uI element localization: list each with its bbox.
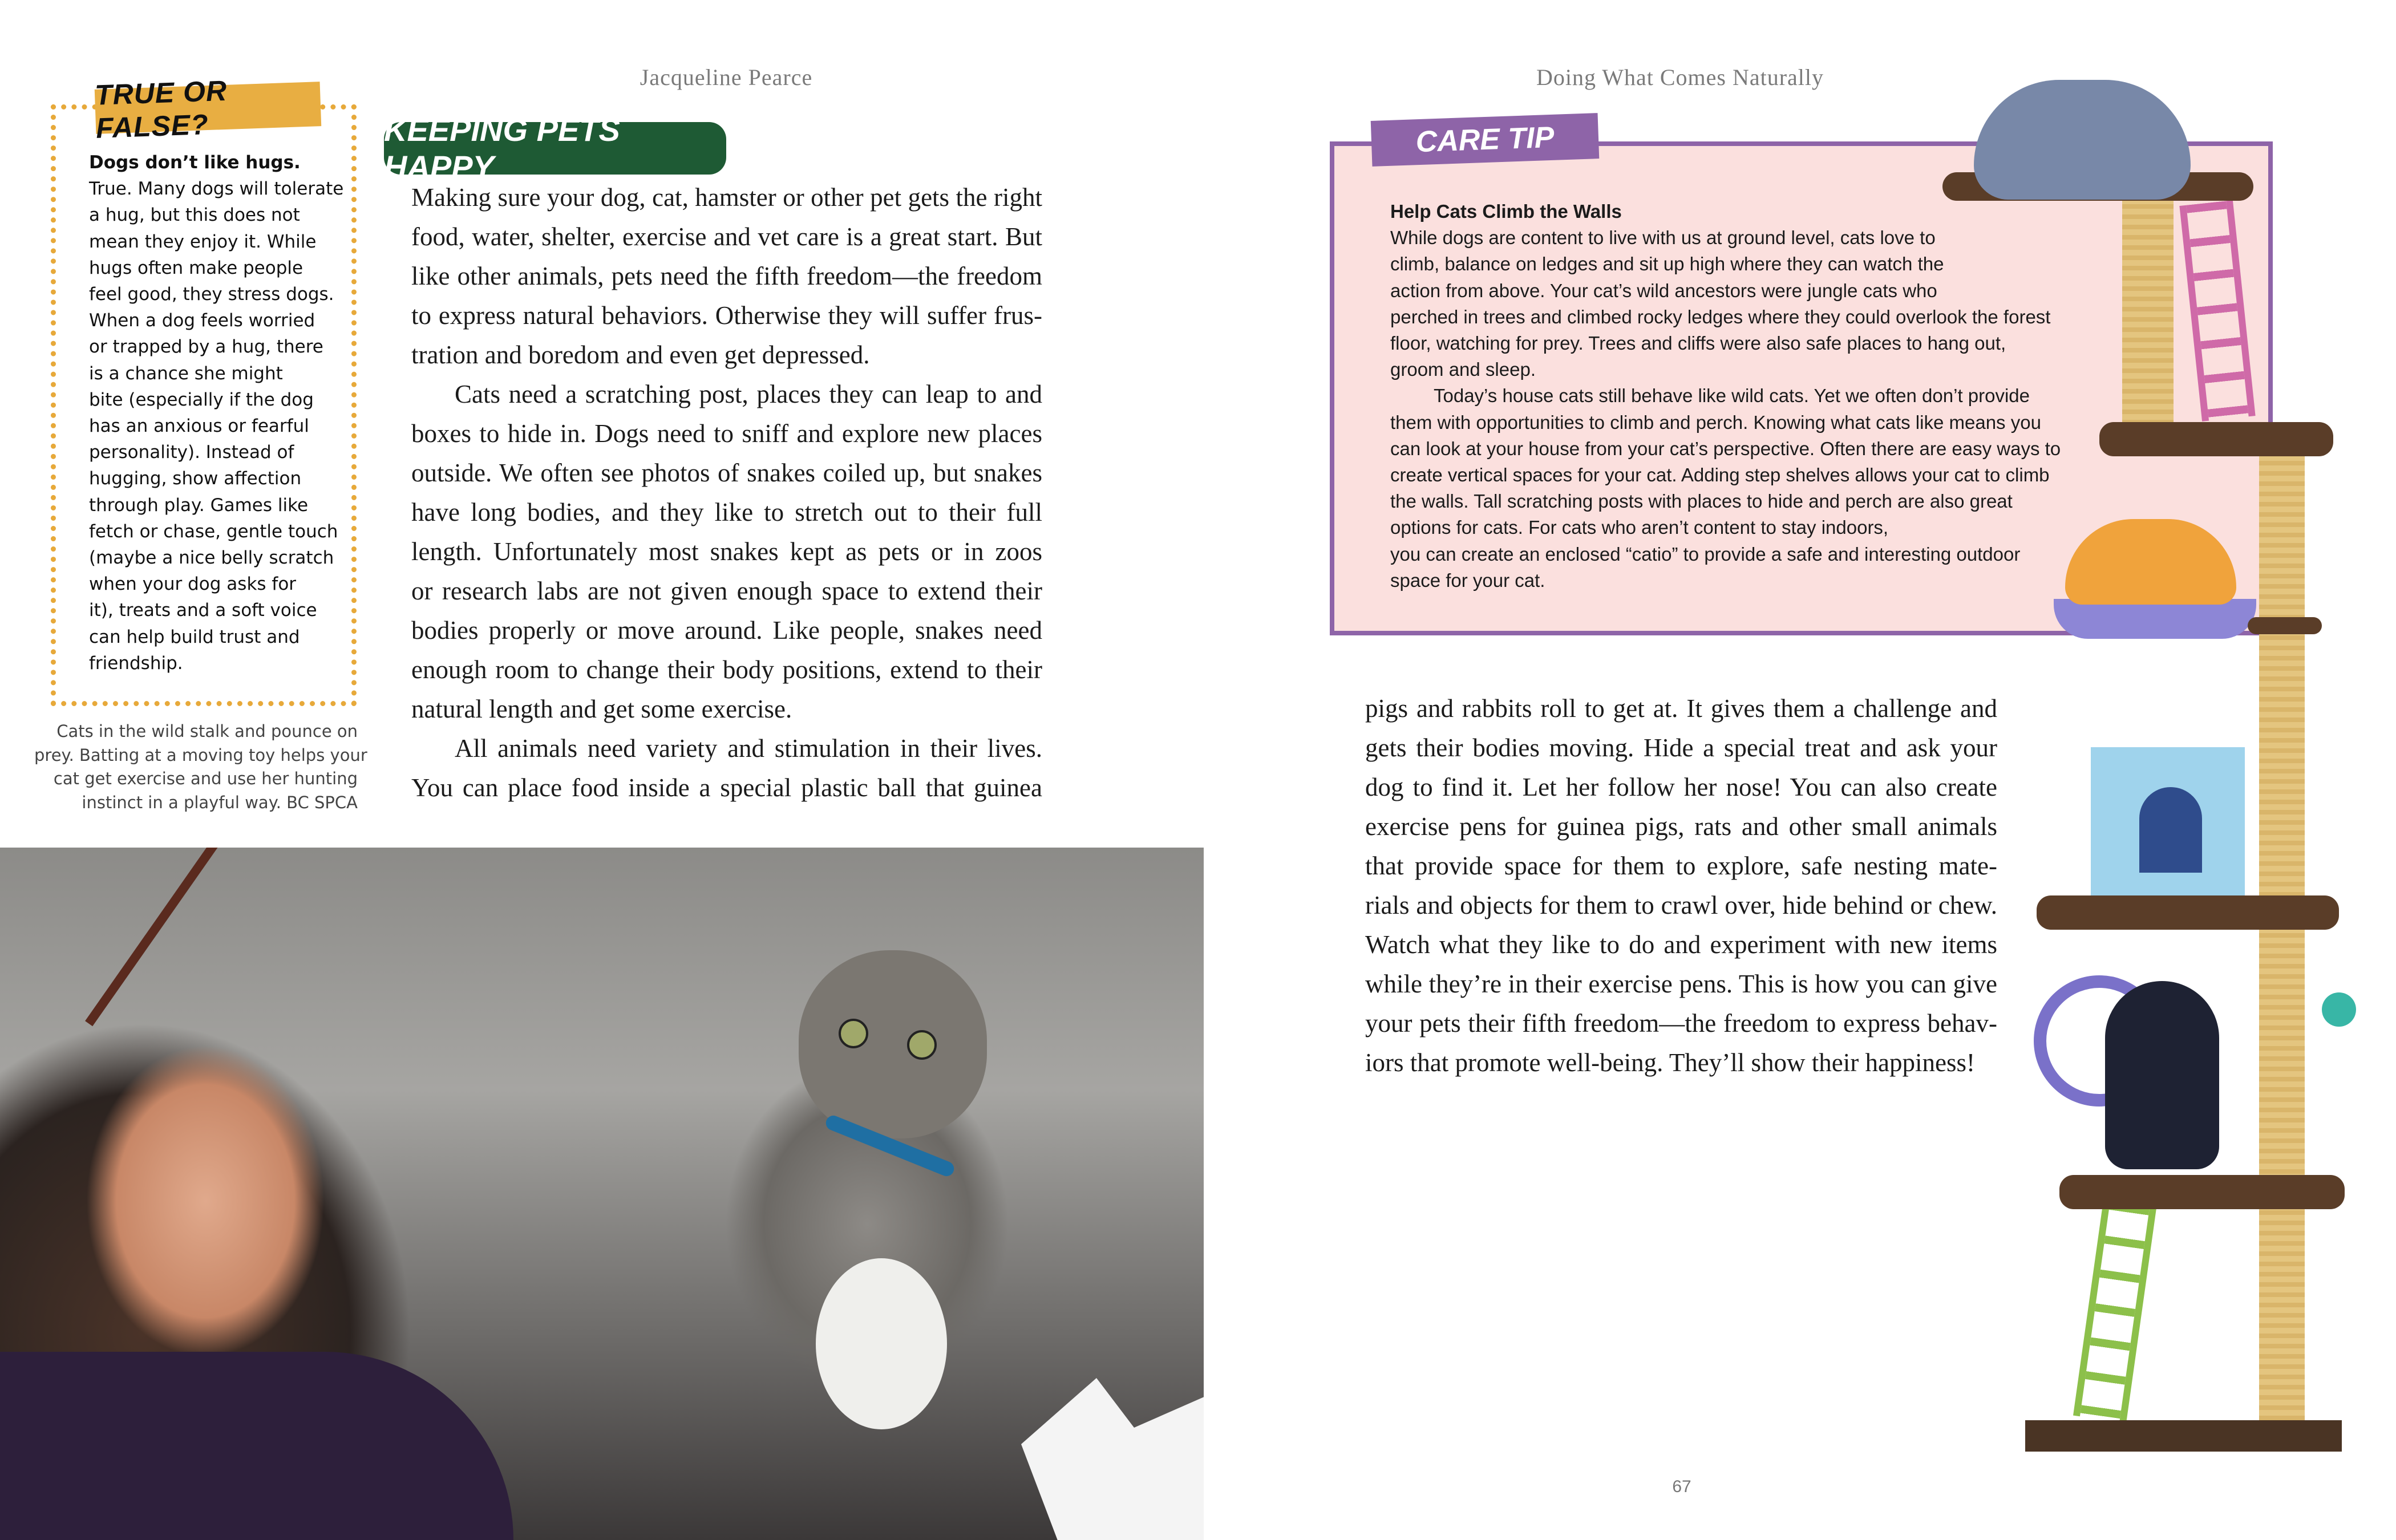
sidebar-text-line: a hug, but this does not (89, 205, 300, 226)
true-or-false-text (89, 149, 344, 676)
body-text-line: dog to find it. Let her follow her nose! You can also create (1365, 773, 1997, 801)
true-or-false-title: TRUE OR FALSE? (94, 74, 228, 144)
true-or-false-tag (94, 74, 321, 144)
cat-tree-base (2025, 1420, 2342, 1452)
body-text-line: enough room to change their body positions, extend to their (411, 655, 1042, 684)
care-tip-line: create vertical spaces for your cat. Adding step shelves allows your cat to climb (1390, 464, 2050, 486)
scratching-post (2122, 188, 2174, 428)
care-tip-line: action from above. Your cat’s wild ancestors were jungle cats who (1390, 279, 1937, 301)
body-text-line: tration and boredom and even get depressed. (411, 341, 870, 369)
body-text-line: like other animals, pets need the fifth freedom—the freedom (411, 262, 1042, 290)
photo-caption (34, 720, 367, 814)
caption-line: prey. Batting at a moving toy helps your (34, 745, 367, 765)
section-title: KEEPING PETS HAPPY (384, 112, 620, 185)
cat-hideaway-box (2091, 747, 2245, 895)
cat-tree-shelf (2037, 895, 2339, 930)
caption-line: instinct in a playful way. BC SPCA (82, 792, 358, 812)
sidebar-text-line: or trapped by a hug, there (89, 337, 323, 358)
sidebar-text-line: True. Many dogs will tolerate (89, 179, 344, 200)
girl-sweater (0, 1352, 513, 1540)
care-tip-line: can look at your house from your cat’s perspective. Often there are easy ways to (1390, 437, 2061, 459)
sidebar-text-line: fetch or chase, gentle touch (89, 521, 338, 542)
cat-eye (839, 1019, 868, 1048)
cat-tree-shelf (2248, 617, 2322, 634)
page-number: 67 (1672, 1477, 1691, 1496)
care-tip-line: options for cats. For cats who aren’t content to stay indoors, (1390, 517, 1889, 538)
hideaway-opening (2139, 787, 2202, 873)
body-text-line: All animals need variety and stimulation in their lives. (455, 734, 1042, 763)
cat-head (799, 950, 987, 1138)
care-tip-line: perched in trees and climbed rocky ledges where they could overlook the forest (1390, 306, 2051, 327)
sidebar-text-line: friendship. (89, 653, 183, 674)
care-tip-tag (1371, 113, 1600, 167)
sidebar-text-line: bite (especially if the dog (89, 389, 314, 410)
cat-eye (907, 1030, 937, 1060)
care-tip-text (1390, 198, 2075, 594)
body-text-line: natural length and get some exercise. (411, 695, 792, 723)
body-text-line: bodies properly or move around. Like people, snakes need (411, 616, 1042, 645)
caption-line: cat get exercise and use her hunting (53, 769, 358, 788)
body-text-line: while they’re in their exercise pens. This is how you can give (1365, 970, 1997, 998)
body-text-line: have long bodies, and they like to stretch out to their full (411, 498, 1042, 526)
running-head-author: Jacqueline Pearce (640, 64, 813, 90)
cat-chest (816, 1258, 947, 1429)
cat-toy-wand (85, 848, 230, 1026)
body-text-line: or research labs are not given enough space to extend their (411, 577, 1042, 605)
sidebar-text-line: hugging, show affection (89, 468, 302, 489)
cat-bed (2054, 599, 2256, 639)
sidebar-text-line: hugs often make people (89, 257, 303, 278)
body-text-line: Watch what they like to do and experiment with new items (1365, 930, 1997, 959)
body-text-line: outside. We often see photos of snakes coiled up, but snakes (411, 459, 1042, 487)
main-body-text (411, 178, 1042, 808)
sidebar-text-line: (maybe a nice belly scratch (89, 548, 334, 569)
yarn-ball (2322, 992, 2356, 1027)
body-text-line: iors that promote well-being. They’ll show their happiness! (1365, 1048, 1975, 1077)
care-tip-line: the walls. Tall scratching posts with places to hide and perch are also great (1390, 491, 2013, 512)
right-body-text (1365, 689, 1997, 1083)
sidebar-text-line: personality). Instead of (89, 442, 294, 463)
sidebar-text-line: can help build trust and (89, 626, 300, 647)
sidebar-text-line: has an anxious or fearful (89, 416, 309, 437)
green-ladder (2073, 1201, 2156, 1423)
cat-tree-shelf (2059, 1175, 2345, 1209)
body-text-line: your pets their fifth freedom—the freedom to express behav- (1365, 1009, 1997, 1038)
sidebar-text-line: When a dog feels worried (89, 310, 315, 331)
care-tip-line: you can create an enclosed “catio” to provide a safe and interesting outdoor (1390, 543, 2021, 565)
body-text-line: You can place food inside a special plastic ball that guinea (411, 773, 1042, 802)
sidebar-text-line: through play. Games like (89, 495, 309, 516)
sidebar-text-line: it), treats and a soft voice (89, 600, 317, 621)
care-tip-line: groom and sleep. (1390, 359, 1536, 380)
body-text-line: Making sure your dog, cat, hamster or other pet gets the right (411, 183, 1042, 212)
section-title-banner (384, 112, 726, 185)
running-head-title: Doing What Comes Naturally (1536, 64, 1824, 90)
grey-cat (1974, 80, 2191, 200)
body-text-line: gets their bodies moving. Hide a special treat and ask your (1365, 733, 1997, 762)
body-text-line: that provide space for them to explore, safe nesting mate- (1365, 852, 1997, 880)
body-text-line: to express natural behaviors. Otherwise they will suffer frus- (411, 301, 1042, 330)
care-tip-line: Today’s house cats still behave like wild cats. Yet we often don’t provide (1434, 385, 2030, 407)
paper-toy (1021, 1378, 1204, 1540)
black-cat (2105, 981, 2219, 1169)
care-tip-title: CARE TIP (1415, 120, 1555, 159)
photo-girl-playing-with-cat (0, 848, 1204, 1540)
care-tip-heading: Help Cats Climb the Walls (1390, 201, 1622, 222)
care-tip-line: While dogs are content to live with us at ground level, cats love to (1390, 227, 1936, 249)
body-text-line: Cats need a scratching post, places they can leap to and (455, 380, 1042, 408)
body-text-line: length. Unfortunately most snakes kept as pets or in zoos (411, 537, 1042, 566)
care-tip-line: space for your cat. (1390, 569, 1545, 591)
care-tip-line: floor, watching for prey. Trees and cliffs were also safe places to hang out, (1390, 333, 2006, 354)
body-text-line: boxes to hide in. Dogs need to sniff and explore new places (411, 419, 1042, 448)
sidebar-text-line: mean they enjoy it. While (89, 231, 317, 252)
sidebar-text-line: feel good, they stress dogs. (89, 284, 334, 305)
true-or-false-question: Dogs don’t like hugs. (89, 152, 301, 173)
cat-tree-shelf (2099, 422, 2333, 456)
body-text-line: exercise pens for guinea pigs, rats and other small animals (1365, 812, 1997, 841)
care-tip-line: climb, balance on ledges and sit up high where they can watch the (1390, 253, 1944, 275)
care-tip-line: them with opportunities to climb and perch. Knowing what cats like means you (1390, 411, 2041, 433)
scratching-post (2259, 445, 2305, 1426)
sidebar-text-line: when your dog asks for (89, 574, 297, 595)
body-text-line: food, water, shelter, exercise and vet care is a great start. But (411, 222, 1042, 251)
body-text-line: rials and objects for them to crawl over, hide behind or chew. (1365, 891, 1997, 919)
sidebar-text-line: is a chance she might (89, 363, 283, 384)
body-text-line: pigs and rabbits roll to get at. It gives them a challenge and (1365, 694, 1997, 723)
caption-line: Cats in the wild stalk and pounce on (56, 722, 358, 741)
